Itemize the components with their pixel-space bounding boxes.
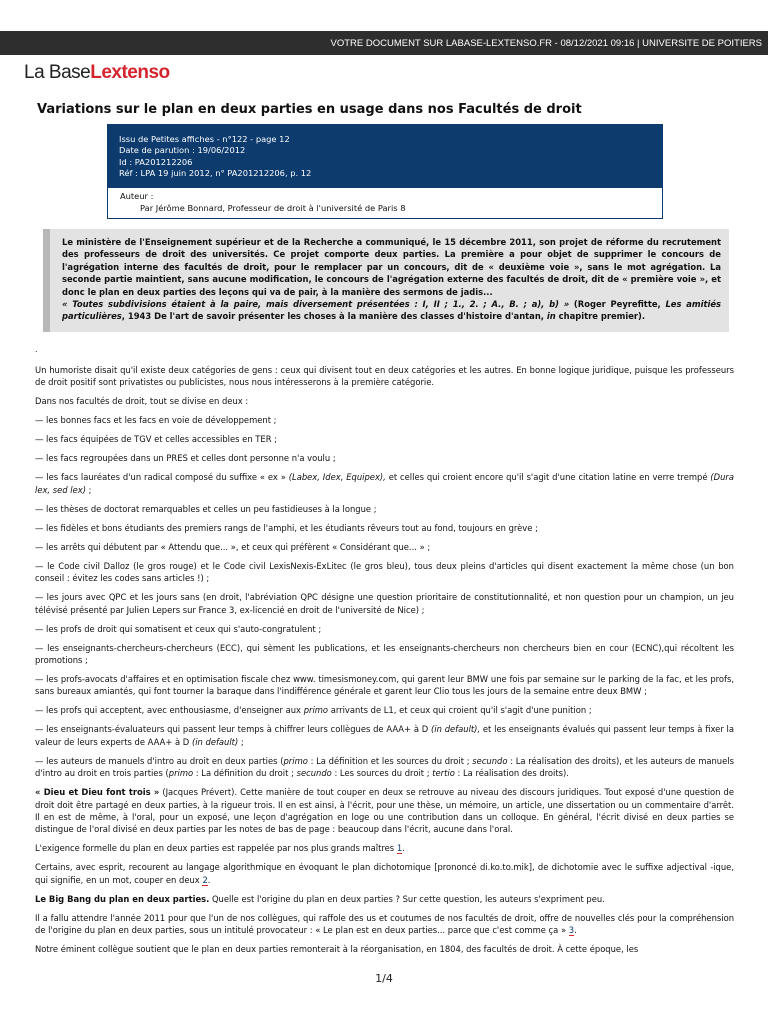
list-item: — le Code civil Dalloz (le gros rouge) et le Code civil LexisNexis-ExLitec (le gros bleu), tous deux pleins d'articles qui disent exactement la même chose (un bon conseil : évitez les codes sans articles !) ; [35, 560, 734, 584]
section-heading: Le Big Bang du plan en deux parties. [35, 893, 210, 904]
text: : La réalisation des droits), et les auteurs de manuels d'intro au droit en trois parties ( [35, 755, 734, 779]
article-body [35, 364, 734, 962]
info-ref: Réf : LPA 19 juin 2012, n° PA201212206, p. 12 [119, 168, 312, 179]
abstract [43, 229, 729, 332]
text-italic: primo [283, 755, 308, 766]
list-item: — les arrêts qui débutent par « Attendu que... », et ceux qui préfèrent « Considérant que... » ; [35, 541, 431, 552]
section-dot: . [35, 345, 38, 354]
info-author [107, 188, 663, 219]
footnote-ref-2[interactable]: 2 [202, 874, 208, 885]
list-item [35, 471, 734, 496]
footnote-ref-3[interactable]: 3 [568, 925, 575, 936]
page-number: 1/4 [375, 972, 393, 985]
list-item [35, 723, 734, 748]
text: et les enseignants évalués qui passent leur temps à fixer la valeur de leurs experts de AAA+ à D [35, 724, 735, 747]
text: — les auteurs de manuels d'intro au droit en deux parties ( [35, 755, 284, 766]
text-italic: (in default) [191, 736, 239, 747]
list-item: — les profs de droit qui somatisent et ceux qui s'auto-congratulent ; [35, 623, 322, 634]
quote-source-c: , 1943 De l'art de savoir présenter les choses à la manière des classes d'histoire d'antan, [121, 311, 544, 322]
text: Certains, avec esprit, recourent au langage algorithmique en évoquant le plan dichotomique [prononcé di.ko.to.mik], de dichotomie avec le suffixe adjectival -ique, qui signifie, en un mot, couper en deux [35, 862, 734, 885]
footnote-ref-1[interactable]: 1 [396, 843, 403, 854]
info-id: Id : PA201212206 [119, 156, 193, 167]
list-item: — les profs-avocats d'affaires et en optimisation fiscale chez www. timesismoney.com, qui garent leur BMW une fois par semaine sur le parking de la fac, et les profs, sans bureaux amiantés, qui font tourner la baraque dans l'indifférence générale et garent leur Clio tous les jours de la semaine entre deux BMW ; [35, 674, 734, 697]
list-item: — les fidèles et bons étudiants des premiers rangs de l'amphi, et les étudiants rêveurs tout au fond, toujours en grève ; [35, 522, 538, 533]
list-item: — les jours avec QPC et les jours sans (en droit, l'abréviation QPC désigne une question prioritaire de constitutionnalité, et non question pour un champion, un jeu télévisé présenté par Julien Lepers sur France 3, ex-licencié en droit de l'université de Nice) ; [35, 592, 734, 615]
text: . [207, 874, 211, 885]
text-italic: (Labex, Idex, Equipex), [288, 472, 386, 483]
text: — les profs qui acceptent, avec enthousiasme, d'enseigner aux [35, 705, 302, 716]
text-bold: « Dieu et Dieu font trois » [35, 787, 160, 798]
text: L'exigence formelle du plan en deux parties est rappelée par nos plus grands maîtres [35, 843, 395, 854]
quote-source-a: (Roger Peyrefitte, [573, 299, 661, 310]
logo-part2: Lextenso [90, 62, 170, 83]
text-italic: primo [168, 768, 194, 779]
list-item [35, 755, 734, 780]
list-item: — les facs regroupées dans un PRES et celles dont personne n'a voulu ; [35, 453, 336, 464]
info-date: Date de parution : 19/06/2012 [119, 145, 246, 156]
text: ; [240, 736, 244, 747]
quote-source-d: in [546, 311, 556, 322]
info-box [107, 124, 663, 219]
paragraph: Dans nos facultés de droit, tout se divise en deux : [35, 396, 249, 407]
text: — les enseignants-évaluateurs qui passent leur temps à chiffrer leurs collègues de AAA+ à D [35, 724, 429, 735]
paragraph: Un humoriste disait qu'il existe deux catégories de gens : ceux qui divisent tout en deux catégories et les autres. En bonne logique juridique, puisque les professeurs de droit positif sont privatistes ou publicistes, nous nous intéresserons à la première catégorie. [35, 365, 734, 388]
logo-part1: La Base [24, 62, 91, 83]
text: Quelle est l'origine du plan en deux parties ? Sur cette question, les auteurs s'expriment peu. [211, 893, 605, 904]
text: arrivants de L1, et ceux qui croient qu'il s'agit d'une punition ; [330, 705, 592, 716]
list-item: — les thèses de doctorat remarquables et celles un peu fastidieuses à la longue ; [35, 503, 377, 514]
top-bar [0, 31, 768, 55]
text: (Jacques Prévert). Cette manière de tout couper en deux se retrouve au niveau des discours juridiques. Tout exposé d'une question de droit doit être partagé en deux parties, à la rigueur trois. Il en est ainsi, à l'écrit, pour une thèse, un mémoire, un article, une dissertation ou un commentaire d'arrêt. Il en est de même, à l'oral, pour un exposé, une leçon d'agrégation en loge ou une contribution dans un colloque. En général, l'écrit divisé en deux parties se distingue de l'oral divisé en deux parties par les notes de bas de page : beaucoup dans l'écrit, aucune dans l'oral. [35, 787, 734, 835]
text: . [402, 843, 405, 854]
text-italic: (Dura lex, sed lex) [35, 472, 734, 495]
text: : Les sources du droit ; [334, 768, 430, 779]
text-italic: secundo [472, 755, 508, 766]
text: Il a fallu attendre l'année 2011 pour que l'un de nos collègues, qui raffole des us et coutumes de nos facultés de droit, offre de nouvelles clés pour la compréhension de l'origine du plan en deux parties, sous un intitulé provocateur : « Le plan est en deux parties... parce que c'est comme ça » [35, 912, 734, 936]
text-italic: (in default), [431, 724, 481, 735]
text: : La définition et les sources du droit ; [310, 755, 470, 766]
paragraph [35, 842, 734, 854]
paragraph [35, 861, 734, 886]
top-bar-text: VOTRE DOCUMENT SUR LABASE-LEXTENSO.FR - 08/12/2021 09:16 | UNIVERSITE DE POITIERS [330, 37, 762, 49]
list-item: — les bonnes facs et les facs en voie de développement ; [35, 415, 277, 426]
info-header [107, 124, 663, 188]
text: ; [88, 484, 92, 495]
text: . [574, 925, 577, 936]
list-item: — les enseignants-chercheurs-chercheurs (ECC), qui sèment les publications, et les enseignants-chercheurs non chercheurs bien en cour (ECNC),qui récoltent les promotions ; [35, 642, 734, 666]
text: : La réalisation des droits). [457, 768, 569, 779]
text-italic: tertio [432, 768, 455, 779]
list-item: — les facs équipées de TGV et celles accessibles en TER ; [35, 434, 278, 445]
quote-source-b: Les amitiés particulières [62, 299, 722, 322]
list-item [35, 704, 734, 716]
author-name: Par Jérôme Bonnard, Professeur de droit à l'université de Paris 8 [140, 202, 406, 213]
text-italic: primo [303, 705, 329, 716]
text-italic: secundo [296, 768, 332, 779]
author-label: Auteur : [120, 190, 154, 201]
quote-source-e: chapitre premier). [558, 311, 646, 322]
text: et celles qui croient encore qu'il s'agit d'une citation latine en verre trempé [388, 472, 708, 483]
text: : La définition du droit ; [195, 768, 294, 779]
text: — les facs lauréates d'un radical composé du suffixe « ex » [35, 472, 286, 483]
logo[interactable] [24, 62, 170, 84]
paragraph [35, 912, 734, 937]
paragraph [35, 786, 734, 836]
paragraph [35, 893, 734, 905]
info-issue: Issu de Petites affiches - n°122 - page 12 [119, 134, 290, 144]
paragraph: Notre éminent collègue soutient que le plan en deux parties remonterait à la réorganisation, en 1804, des facultés de droit. À cette époque, les [35, 944, 639, 955]
abstract-quote: « Toutes subdivisions étaient à la paire, mais diversement présentées : I, II ; 1., 2. ; A., B. ; a), b) » [62, 299, 570, 310]
article-title: Variations sur le plan en deux parties en usage dans nos Facultés de droit [37, 102, 582, 117]
abstract-text: Le ministère de l'Enseignement supérieur et de la Recherche a communiqué, le 15 décembre 2011, son projet de réforme du recrutement des professeurs de droit des universités. Ce projet comporte deux parties. La première a pour objet de supprimer le concours de l'agrégation interne des facultés de droit, pour le remplacer par un concours, dit de « deuxième voie », sans le mot agrégation. La seconde partie maintient, sans aucune modification, le concours de l'agrégation externe des facultés de droit, dit de « première voie », et donc le plan en deux parties des leçons qui va de pair, à la manière des sermons de jadis... [62, 237, 721, 297]
